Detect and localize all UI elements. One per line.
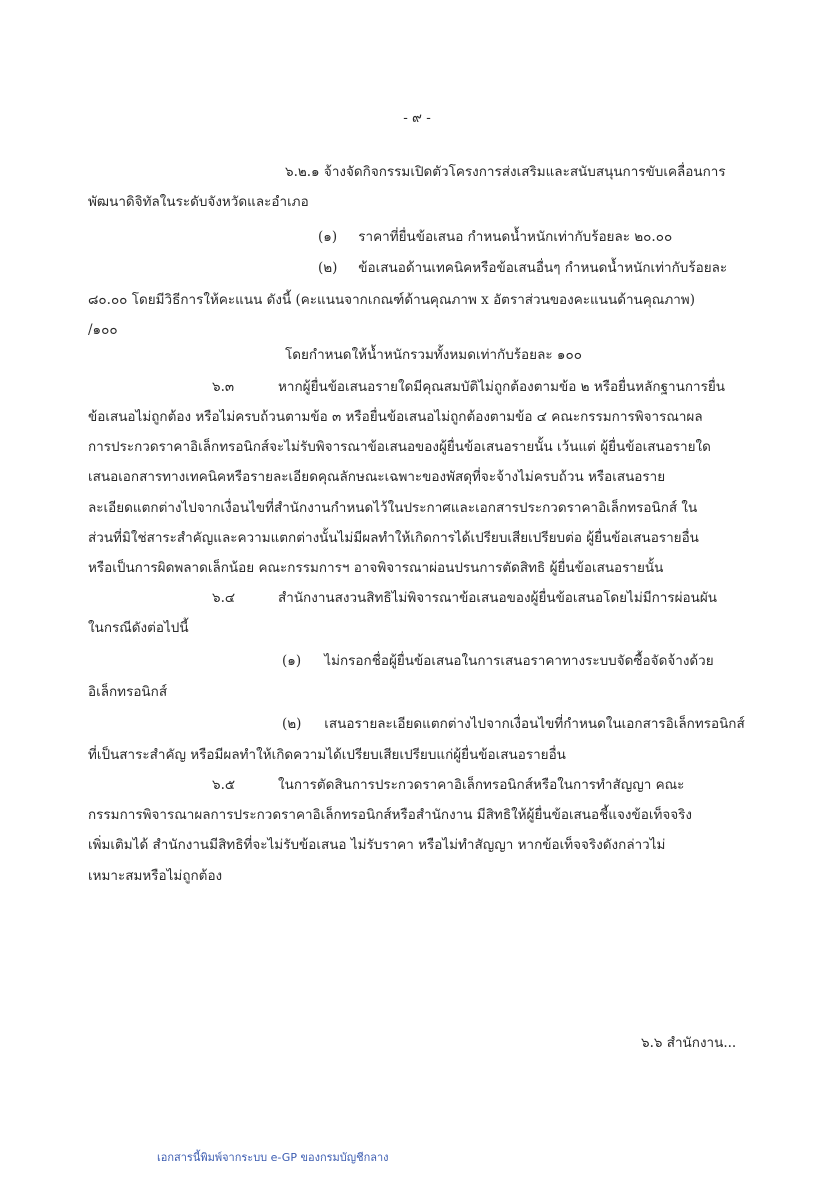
section-64-line-2: ในกรณีดังต่อไปนี้ <box>88 620 189 636</box>
section-621-heading-cont: พัฒนาดิจิทัลในระดับจังหวัดและอำเภอ <box>88 194 309 210</box>
section-63-number: ๖.๓ <box>212 379 235 395</box>
continuation-marker: ๖.๖ สำนักงาน... <box>641 1035 737 1051</box>
section-65-line-1: ในการตัดสินการประกวดราคาอิเล็กทรอนิกส์หรือในการทำสัญญา คณะ <box>278 777 685 793</box>
section-63-line-2: ข้อเสนอไม่ถูกต้อง หรือไม่ครบถ้วนตามข้อ ๓ หรือยื่นข้อเสนอไม่ถูกต้องตามข้อ ๔ คณะกรรมการพิจารณาผล <box>88 409 703 425</box>
item-number: (๒) <box>282 716 302 732</box>
item-number: (๑) <box>282 653 302 669</box>
section-65-line-4: เหมาะสมหรือไม่ถูกต้อง <box>88 868 223 884</box>
section-64-item-1 <box>282 651 714 671</box>
page-number: - ๙ - <box>403 110 431 126</box>
item-number: (๒) <box>318 260 338 276</box>
section-63-line-5: ละเอียดแตกต่างไปจากเงื่อนไขที่สำนักงานกำหนดไว้ในประกาศและเอกสารประกวดราคาอิเล็กทรอนิกส์ ใน <box>88 500 698 516</box>
section-621-item-2-cont2: /๑๐๐ <box>88 322 118 338</box>
total-weight-statement: โดยกำหนดให้น้ำหนักรวมทั้งหมดเท่ากับร้อยละ ๑๐๐ <box>285 347 582 363</box>
section-64-item-1-cont: อิเล็กทรอนิกส์ <box>88 684 168 700</box>
section-63-line-3: การประกวดราคาอิเล็กทรอนิกส์จะไม่รับพิจารณาข้อเสนอของผู้ยื่นข้อเสนอรายนั้น เว้นแต่ ผู้ยื่นข้อเสนอรายใด <box>88 439 711 455</box>
section-63-line-6: ส่วนที่มิใช่สาระสำคัญและความแตกต่างนั้นไม่มีผลทำให้เกิดการได้เปรียบเสียเปรียบต่อ ผู้ยื่นข้อเสนอรายอื่น <box>88 530 699 546</box>
section-64-item-2 <box>282 714 745 734</box>
item-text: ไม่กรอกชื่อผู้ยื่นข้อเสนอในการเสนอราคาทางระบบจัดซื้อจัดจ้างด้วย <box>324 653 714 669</box>
section-64-number: ๖.๔ <box>212 590 236 606</box>
item-text: เสนอรายละเอียดแตกต่างไปจากเงื่อนไขที่กำหนดในเอกสารอิเล็กทรอนิกส์ <box>324 716 745 732</box>
item-text: ข้อเสนอด้านเทคนิคหรือข้อเสนอื่นๆ กำหนดน้ำหนักเท่ากับร้อยละ <box>358 260 728 276</box>
section-63-line-7: หรือเป็นการผิดพลาดเล็กน้อย คณะกรรมการฯ อาจพิจารณาผ่อนปรนการตัดสิทธิ ผู้ยื่นข้อเสนอรายนั้น <box>88 560 664 576</box>
section-64-line-1: สำนักงานสงวนสิทธิไม่พิจารณาข้อเสนอของผู้ยื่นข้อเสนอโดยไม่มีการผ่อนผัน <box>278 590 718 606</box>
section-621-heading: ๖.๒.๑ จ้างจัดกิจกรรมเปิดตัวโครงการส่งเสริมและสนับสนุนการขับเคลื่อนการ <box>285 164 726 180</box>
section-65-line-2: กรรมการพิจารณาผลการประกวดราคาอิเล็กทรอนิกส์หรือสำนักงาน มีสิทธิให้ผู้ยื่นข้อเสนอชี้แจงข้อเท็จจริง <box>88 807 693 823</box>
section-63-line-1: หากผู้ยื่นข้อเสนอรายใดมีคุณสมบัติไม่ถูกต้องตามข้อ ๒ หรือยื่นหลักฐานการยื่น <box>278 379 725 395</box>
section-621-item-1 <box>318 227 672 247</box>
section-621-item-2 <box>318 258 727 278</box>
section-65-line-3: เพิ่มเติมได้ สำนักงานมีสิทธิที่จะไม่รับข้อเสนอ ไม่รับราคา หรือไม่ทำสัญญา หากข้อเท็จจริงดังกล่าวไม่ <box>88 837 666 853</box>
footer-note: เอกสารนี้พิมพ์จากระบบ e-GP ของกรมบัญชีกลาง <box>157 1151 389 1164</box>
section-63-line-4: เสนอเอกสารทางเทคนิคหรือรายละเอียดคุณลักษณะเฉพาะของพัสดุที่จะจ้างไม่ครบถ้วน หรือเสนอราย <box>88 469 666 485</box>
item-number: (๑) <box>318 229 338 245</box>
section-65-number: ๖.๕ <box>212 777 236 793</box>
item-text: ราคาที่ยื่นข้อเสนอ กำหนดน้ำหนักเท่ากับร้อยละ ๒๐.๐๐ <box>358 229 673 245</box>
section-621-item-2-cont: ๘๐.๐๐ โดยมีวิธีการให้คะแนน ดังนี้ (คะแนนจากเกณฑ์ด้านคุณภาพ x อัตราส่วนของคะแนนด้านคุณภาพ) <box>88 292 695 308</box>
section-64-item-2-cont: ที่เป็นสาระสำคัญ หรือมีผลทำให้เกิดความได้เปรียบเสียเปรียบแก่ผู้ยื่นข้อเสนอรายอื่น <box>88 747 566 763</box>
